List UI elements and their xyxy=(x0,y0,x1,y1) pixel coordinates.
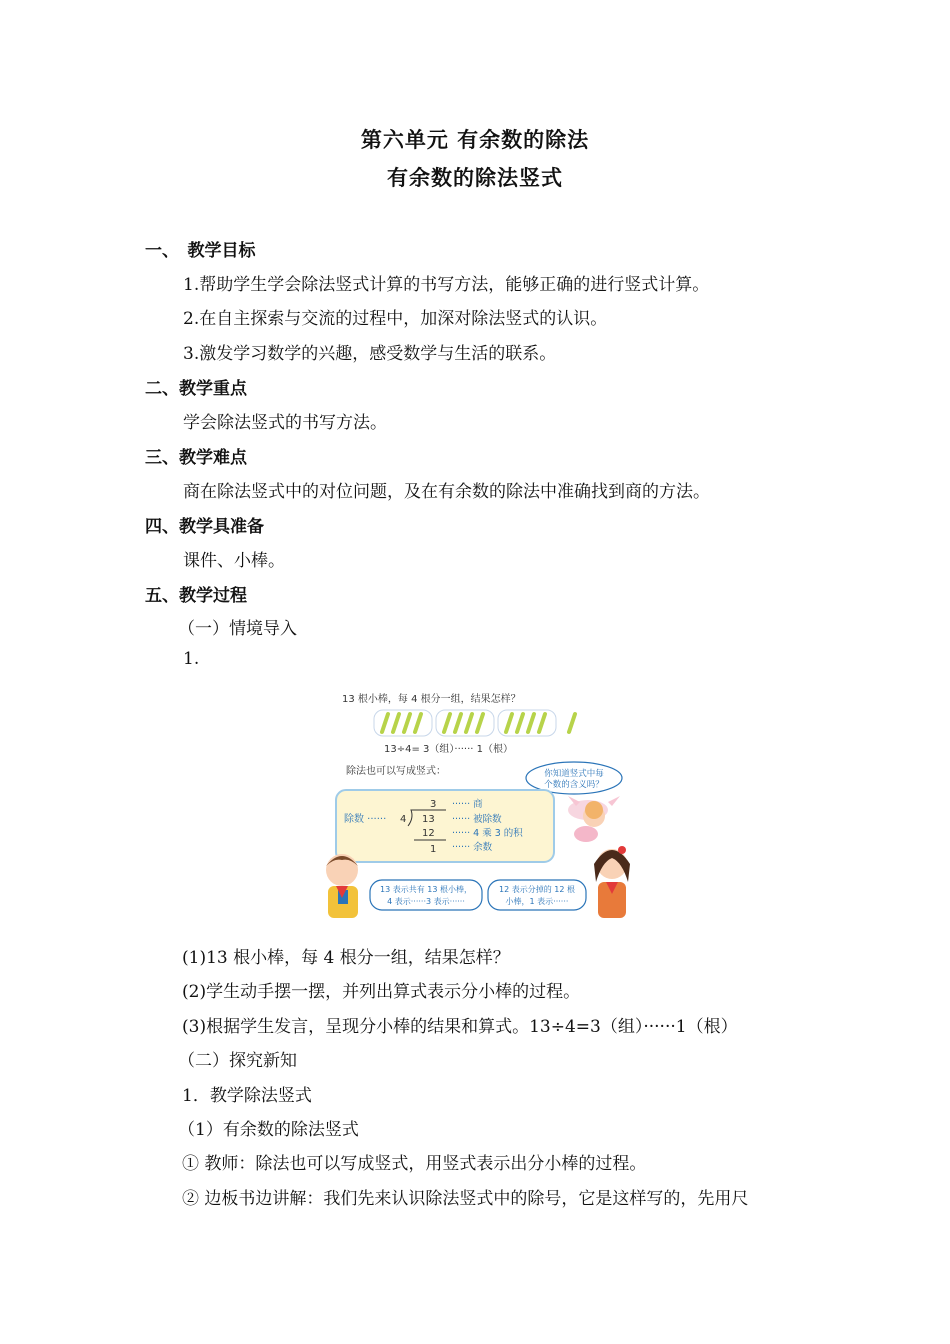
difficult-heading: 三、教学难点 xyxy=(145,448,247,468)
bubble-left xyxy=(370,880,482,910)
prep-heading: 四、教学具准备 xyxy=(145,517,264,537)
figure-intro: 除法也可以写成竖式： xyxy=(346,766,446,777)
bubble-right-line-2: 小棒，1 表示······ xyxy=(505,897,569,906)
bubble-right-line-1: 12 表示分掉的 12 根 xyxy=(499,885,575,894)
divisor-label: 除数 ······ xyxy=(344,814,387,825)
process-heading: 五、教学过程 xyxy=(145,586,247,606)
goal-item-2: 2.在自主探索与交流的过程中，加深对除法竖式的认识。 xyxy=(183,309,608,329)
circled-item-2: ② 边板书边讲解：我们先来认识除法竖式中的除号，它是这样写的，先用尺 xyxy=(182,1189,749,1209)
prep-text: 课件、小棒。 xyxy=(183,551,285,571)
goal-item-1: 1.帮助学生学会除法竖式计算的书写方法，能够正确的进行竖式计算。 xyxy=(183,275,710,295)
key-heading: 二、教学重点 xyxy=(145,379,247,399)
product-value: 12 xyxy=(422,828,435,839)
bubble-left-line-2: 4 表示······3 表示······ xyxy=(387,897,465,906)
goals-heading: 一、 教学目标 xyxy=(145,241,256,261)
quotient-value: 3 xyxy=(430,799,437,810)
dividend-value: 13 xyxy=(422,814,435,825)
stick-groups xyxy=(374,710,575,736)
figure-question: 13 根小棒，每 4 根分一组，结果怎样？ xyxy=(342,694,521,705)
girl-illustration xyxy=(594,846,630,918)
process-part1: （一）情境导入 xyxy=(178,619,297,639)
process-part2: （二）探究新知 xyxy=(178,1051,297,1071)
textbook-figure xyxy=(322,686,640,926)
process-item1: 1. xyxy=(183,649,200,669)
sub-heading-1a: （1）有余数的除法竖式 xyxy=(178,1120,359,1140)
step-3: (3)根据学生发言，呈现分小棒的结果和算式。13÷4=3（组）······1（根） xyxy=(182,1017,738,1037)
long-division-box xyxy=(336,790,554,862)
bubble-left-line-1: 13 表示共有 13 根小棒， xyxy=(380,885,472,894)
difficult-text: 商在除法竖式中的对位问题，及在有余数的除法中准确找到商的方法。 xyxy=(183,482,710,502)
step-2: (2)学生动手摆一摆，并列出算式表示分小棒的过程。 xyxy=(182,982,581,1002)
goal-item-3: 3.激发学习数学的兴趣，感受数学与生活的联系。 xyxy=(183,344,557,364)
bubble-right xyxy=(488,880,586,910)
cupid-illustration xyxy=(568,796,620,842)
label-product: ······ 4 乘 3 的积 xyxy=(452,828,523,839)
boy-illustration xyxy=(326,854,358,918)
document-subtitle: 有余数的除法竖式 xyxy=(387,166,563,190)
remainder-value: 1 xyxy=(430,844,437,855)
figure-equation: 13÷4= 3（组）······ 1（根） xyxy=(384,744,513,755)
step-1: (1)13 根小棒，每 4 根分一组，结果怎样？ xyxy=(182,948,510,968)
label-quotient: ······ 商 xyxy=(452,799,483,810)
bubble-top-line-1: 你知道竖式中每 xyxy=(544,769,604,779)
divisor-value: 4 xyxy=(400,814,407,825)
circled-item-1: ① 教师：除法也可以写成竖式，用竖式表示出分小棒的过程。 xyxy=(182,1154,647,1174)
sub-heading-1: 1．教学除法竖式 xyxy=(182,1086,312,1106)
label-dividend: ······ 被除数 xyxy=(452,814,502,825)
bubble-top-line-2: 个数的含义吗？ xyxy=(544,780,604,790)
key-text: 学会除法竖式的书写方法。 xyxy=(183,413,387,433)
document-title: 第六单元 有余数的除法 xyxy=(360,128,590,152)
label-remainder: ······ 余数 xyxy=(452,842,493,853)
